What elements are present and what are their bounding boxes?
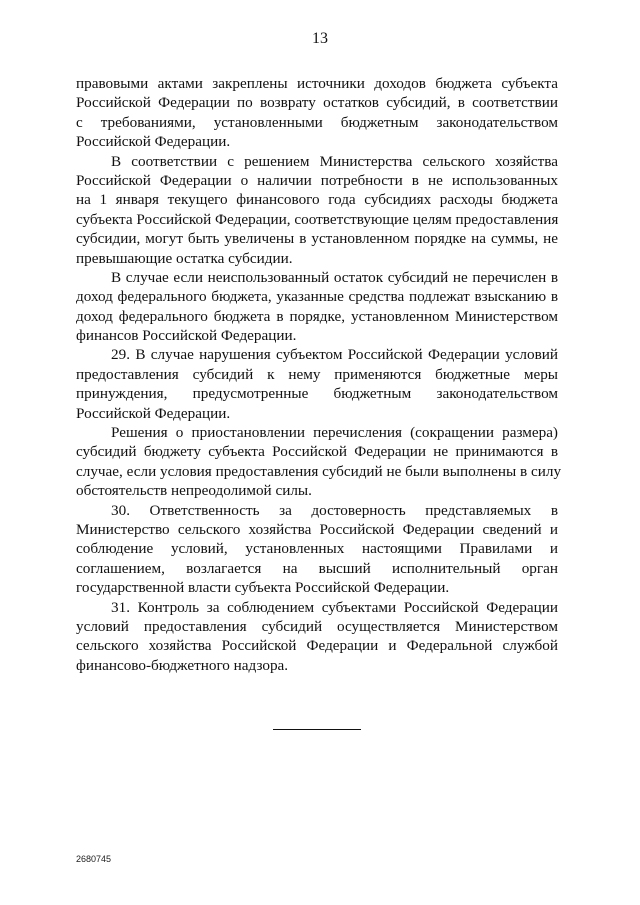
text-line: сельского хозяйства Российской Федерации и Федеральной службой bbox=[76, 637, 558, 655]
text-line: принуждения, предусмотренные бюджетным законодательством bbox=[76, 385, 558, 403]
text-line: Министерство сельского хозяйства Российской Федерации сведений и bbox=[76, 520, 558, 538]
end-divider bbox=[273, 729, 361, 730]
text-line: В случае если неиспользованный остаток субсидий не перечислен в bbox=[111, 268, 558, 286]
text-line: финансово-бюджетного надзора. bbox=[76, 656, 289, 674]
text-line: финансов Российской Федерации. bbox=[76, 327, 297, 345]
text-line: 30. Ответственность за достоверность представляемых в bbox=[111, 501, 558, 519]
paragraph bbox=[76, 501, 558, 598]
text-line: 29. В случае нарушения субъектом Российской Федерации условий bbox=[111, 346, 558, 364]
text-line: превышающие остатка субсидии. bbox=[76, 249, 293, 267]
paragraph bbox=[76, 423, 562, 501]
text-line: Российской Федерации о наличии потребности в не использованных bbox=[76, 171, 558, 189]
text-line: случае, если условия предоставления субсидий не были выполнены в силу bbox=[76, 462, 562, 480]
text-line: В соответствии с решением Министерства сельского хозяйства bbox=[111, 152, 558, 170]
paragraph bbox=[76, 74, 558, 152]
text-line: обстоятельств непреодолимой силы. bbox=[76, 482, 312, 500]
text-line: предоставления субсидий к нему применяются бюджетные меры bbox=[76, 365, 558, 383]
document-body bbox=[76, 74, 562, 675]
text-line: соглашением, возлагается на высший исполнительный орган bbox=[76, 559, 558, 577]
text-line: Решения о приостановлении перечисления (сокращении размера) bbox=[111, 424, 558, 442]
page-number: 13 bbox=[312, 30, 328, 47]
text-line: соблюдение условий, установленных настоящими Правилами и bbox=[76, 540, 558, 558]
text-line: с требованиями, установленными бюджетным законодательством bbox=[76, 113, 558, 131]
text-line: условий предоставления субсидий осуществляется Министерством bbox=[76, 617, 558, 635]
text-line: субъекта Российской Федерации, соответствующие целям предоставления bbox=[76, 210, 559, 228]
text-line: субсидии, могут быть увеличены в установленном порядке на суммы, не bbox=[76, 230, 558, 248]
document-code: 2680745 bbox=[76, 854, 112, 864]
paragraph bbox=[76, 345, 558, 423]
text-line: Российской Федерации. bbox=[76, 404, 231, 422]
text-line: Российской Федерации. bbox=[76, 133, 231, 151]
text-line: государственной власти субъекта Российской Федерации. bbox=[76, 579, 450, 597]
text-line: доход федерального бюджета, указанные средства подлежат взысканию в bbox=[76, 288, 558, 306]
text-line: правовыми актами закреплены источники доходов бюджета субъекта bbox=[76, 75, 558, 92]
paragraph bbox=[76, 268, 558, 346]
text-line: на 1 января текущего финансового года субсидиях расходы бюджета bbox=[76, 191, 558, 209]
text-line: 31. Контроль за соблюдением субъектами Российской Федерации bbox=[111, 598, 558, 616]
text-line: Российской Федерации по возврату остатков субсидий, в соответствии bbox=[76, 94, 558, 112]
paragraph bbox=[76, 598, 558, 676]
paragraph bbox=[76, 152, 558, 268]
text-line: доход федерального бюджета в порядке, установленном Министерством bbox=[76, 307, 558, 325]
text-line: субсидий бюджету субъекта Российской Федерации не принимаются в bbox=[76, 443, 558, 461]
